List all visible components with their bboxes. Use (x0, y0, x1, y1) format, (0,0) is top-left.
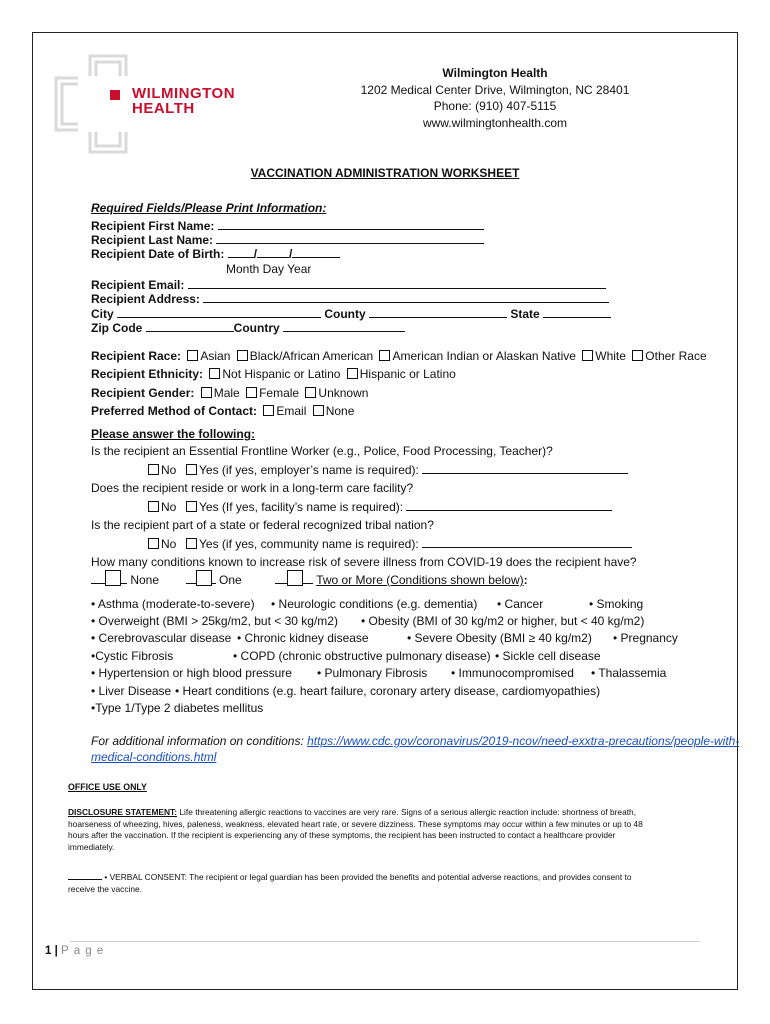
last-name-field[interactable]: Recipient Last Name: (91, 233, 484, 247)
dob-field[interactable]: Recipient Date of Birth: / / (91, 247, 340, 261)
yes-checkbox[interactable] (186, 501, 197, 512)
cdc-link[interactable]: medical-conditions.html (91, 750, 217, 764)
dob-hint: Month Day Year (226, 262, 312, 276)
answer-conditions: None One Two or More (Conditions shown below): (91, 570, 528, 587)
no-checkbox[interactable] (148, 501, 159, 512)
question-conditions: How many conditions known to increase risk of severe illness from COVID-19 does the recipient have? (91, 555, 637, 569)
gender-row: Recipient Gender: Male Female Unknown (91, 386, 369, 400)
gender-checkbox[interactable] (201, 387, 212, 398)
answer-tribal: No Yes (if yes, community name is required): (145, 537, 632, 551)
race-checkbox[interactable] (187, 350, 198, 361)
facility-name-line[interactable] (406, 500, 612, 511)
condition-row: •Cystic Fibrosis • COPD (chronic obstructive pulmonary disease) • Sickle cell disease (91, 649, 601, 663)
org-website: www.wilmingtonhealth.com (422, 116, 568, 130)
gender-checkbox[interactable] (246, 387, 257, 398)
race-checkbox[interactable] (582, 350, 593, 361)
city-county-state-row[interactable]: City County State (91, 307, 611, 321)
questions-heading: Please answer the following: (91, 427, 256, 441)
condition-row: • Overweight (BMI > 25kg/m2, but < 30 kg/m2) • Obesity (BMI of 30 kg/m2 or higher, but < 40 kg/m2) (91, 614, 645, 628)
footer-rule (70, 941, 700, 942)
more-info: For additional information on conditions: https://www.cdc.gov/coronavirus/2019-ncov/need-exxtra-precautions/people-with- (91, 734, 740, 748)
race-checkbox[interactable] (237, 350, 248, 361)
page-title: VACCINATION ADMINISTRATION WORKSHEET (250, 166, 520, 180)
org-name: Wilmington Health (442, 66, 548, 80)
ethnicity-checkbox[interactable] (209, 368, 220, 379)
condition-row: • Liver Disease • Heart conditions (e.g. heart failure, coronary artery disease, cardiomyopathies) (91, 684, 601, 698)
zip-country-row[interactable]: Zip Code Country (91, 321, 405, 335)
no-checkbox[interactable] (148, 538, 159, 549)
answer-ltc: No Yes (If yes, facility’s name is required): (145, 500, 612, 514)
yes-checkbox[interactable] (186, 538, 197, 549)
yes-checkbox[interactable] (186, 464, 197, 475)
org-address: 1202 Medical Center Drive, Wilmington, NC 28401 (360, 83, 630, 97)
condition-row: • Cerebrovascular disease • Chronic kidney disease • Severe Obesity (BMI ≥ 40 kg/m2) • Pregnancy (91, 631, 678, 645)
first-name-field[interactable]: Recipient First Name: (91, 219, 484, 233)
none-box[interactable] (105, 570, 121, 586)
condition-row: •Type 1/Type 2 diabetes mellitus (91, 701, 264, 715)
page-number: 1 | P a g e (45, 945, 105, 957)
question-frontline: Is the recipient an Essential Frontline Worker (e.g., Police, Food Processing, Teacher)? (91, 444, 553, 458)
answer-frontline: No Yes (if yes, employer’s name is required): (145, 463, 628, 477)
consent-initial-line[interactable] (68, 871, 102, 880)
logo-mark (110, 90, 120, 100)
employer-name-line[interactable] (422, 463, 628, 474)
race-row: Recipient Race: Asian Black/African American American Indian or Alaskan Native White Other Race (91, 349, 707, 363)
community-name-line[interactable] (422, 537, 632, 548)
more-info-cont (91, 750, 216, 764)
two-or-more-box[interactable] (287, 570, 303, 586)
required-heading: Required Fields/Please Print Information: (91, 201, 327, 215)
contact-row: Preferred Method of Contact: Email None (91, 404, 355, 418)
address-field[interactable]: Recipient Address: (91, 292, 609, 306)
logo-wordmark: WILMINGTON HEALTH (132, 85, 236, 117)
cdc-link[interactable]: https://www.cdc.gov/coronavirus/2019-ncov/need-exxtra-precautions/people-with- (307, 734, 740, 748)
no-checkbox[interactable] (148, 464, 159, 475)
condition-row: • Hypertension or high blood pressure • Pulmonary Fibrosis • Immunocompromised • Thalassemia (91, 666, 667, 680)
race-checkbox[interactable] (379, 350, 390, 361)
office-use-heading: OFFICE USE ONLY (68, 782, 147, 792)
question-tribal: Is the recipient part of a state or federal recognized tribal nation? (91, 518, 434, 532)
verbal-consent: • VERBAL CONSENT: The recipient or legal guardian has been provided the benefits and potential adverse reactions, and provides consent to receive the vaccine. (68, 872, 632, 894)
org-phone: Phone: (910) 407-5115 (433, 99, 557, 113)
condition-row: • Asthma (moderate-to-severe) • Neurologic conditions (e.g. dementia) • Cancer • Smoking (91, 597, 644, 611)
email-field[interactable]: Recipient Email: (91, 278, 606, 292)
ethnicity-row: Recipient Ethnicity: Not Hispanic or Latino Hispanic or Latino (91, 367, 456, 381)
contact-checkbox[interactable] (263, 405, 274, 416)
disclosure-statement: DISCLOSURE STATEMENT: Life threatening allergic reactions to vaccines are very rare. Signs of a serious allergic reaction include: shortness of breath, hoarseness of wheezing, hives, paleness, weakness, elevated heart rate, or severe dizziness. These symptoms may occur within a few minutes or up to 48 hours after the vaccination. If the recipient is experiencing any of these symptoms, the recipient has been instructed to contact a healthcare provider immediately. (68, 807, 643, 852)
race-checkbox[interactable] (632, 350, 643, 361)
one-box[interactable] (196, 570, 212, 586)
question-ltc: Does the recipient reside or work in a long-term care facility? (91, 481, 414, 495)
gender-checkbox[interactable] (305, 387, 316, 398)
contact-checkbox[interactable] (313, 405, 324, 416)
ethnicity-checkbox[interactable] (347, 368, 358, 379)
